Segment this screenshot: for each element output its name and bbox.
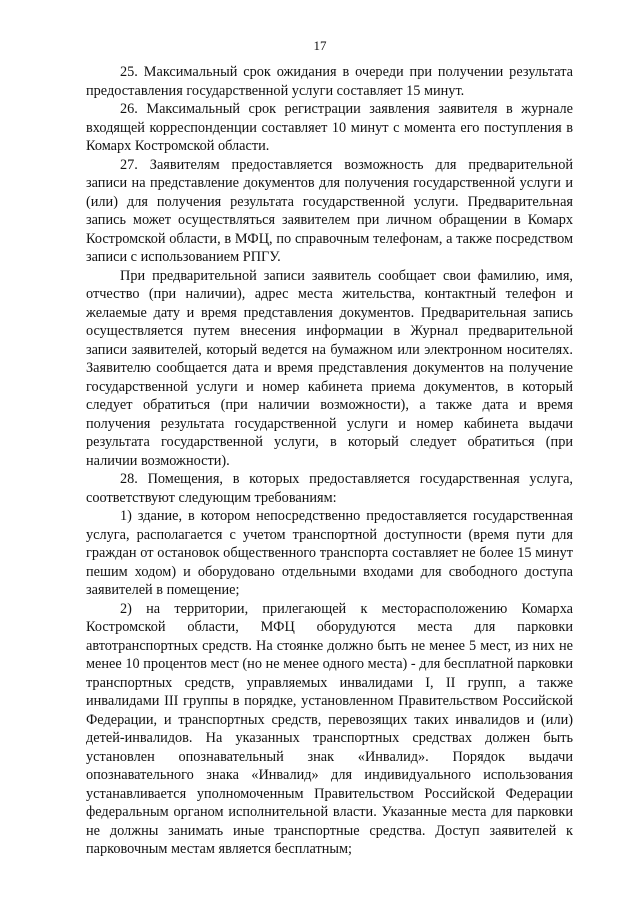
paragraph-item-27: 27. Заявителям предоставляется возможность для предварительной записи на представление документов для получения государственной услуги и (или) для получения результата государственной услуги. Предварительная запись может осуществляться заявителем при личном обращении в Комарх Костромской области, в МФЦ, по справочным телефонам, а также посредством записи с использованием РПГУ.: [86, 156, 573, 265]
paragraph-item-28: 28. Помещения, в которых предоставляется государственная услуга, соответствуют следующим требованиям:: [86, 471, 573, 506]
paragraph-item-25: 25. Максимальный срок ожидания в очереди при получении результата предоставления государственной услуги составляет 15 минут.: [86, 64, 573, 99]
paragraph-subitem-1: 1) здание, в котором непосредственно предоставляется государственная услуга, располагается с учетом транспортной доступности (время пути для граждан от остановок общественного транспорта составляет не более 15 минут пешим ходом) и оборудовано отдельными входами для свободного доступа заявителей в помещение;: [86, 508, 573, 598]
paragraph-item-26: 26. Максимальный срок регистрации заявления заявителя в журнале входящей корреспонденции составляет 10 минут с момента его поступления в Комарх Костромской области.: [86, 101, 573, 154]
paragraph-subitem-2: 2) на территории, прилегающей к месторасположению Комарха Костромской области, МФЦ оборудуются места для парковки автотранспортных средств. На стоянке должно быть не менее 5 мест, из них не менее 10 процентов мест (но не менее одного места) - для бесплатной парковки транспортных средств, управляемых инвалидами I, II групп, а также инвалидами III группы в порядке, установленном Правительством Российской Федерации, и транспортных средств, перевозящих таких инвалидов и (или) детей-инвалидов. На указанных транспортных средствах должен быть установлен опознавательный знак «Инвалид». Порядок выдачи опознавательного знака «Инвалид» для индивидуального использования устанавливается уполномоченным Правительством Российской Федерации федеральным органом исполнительной власти. Указанные места для парковки не должны занимать иные транспортные средства. Доступ заявителей к парковочным местам является бесплатным;: [86, 600, 573, 857]
document-body: [86, 63, 573, 859]
paragraph-pre-registration: При предварительной записи заявитель сообщает свои фамилию, имя, отчество (при наличии), адрес места жительства, контактный телефон и желаемые дату и время представления документов. Предварительная запись осуществляется путем внесения информации в Журнал предварительной записи заявителей, который ведется на бумажном или электронном носителях. Заявителю сообщается дата и время представления документов на получение государственной услуги и номер кабинета приема документов, в который следует обратиться (при наличии возможности), а также дата и время получения результата государственной услуги и номер кабинета выдачи результата государственной услуги, в который следует обратиться (при наличии возможности).: [86, 267, 573, 469]
page-number: 17: [313, 38, 327, 53]
